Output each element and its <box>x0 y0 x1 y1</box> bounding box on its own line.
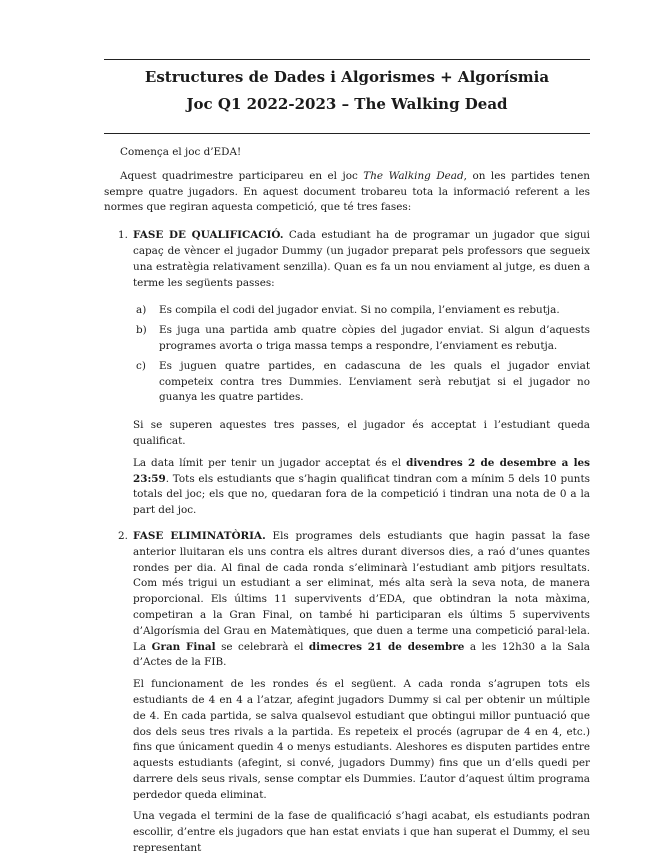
phase1-step-text: Es juga una partida amb quatre còpies del jugador enviat. Si algun d’aquests programes avorta o triga massa temps a respondre, l’enviament es rebutja. <box>159 324 590 352</box>
document-body <box>104 145 590 857</box>
deadline-text-a: La data límit per tenir un jugador acceptat és el <box>133 456 407 469</box>
intro-text-b: , on les partides tenen sempre quatre jugadors. En aquest document trobareu tota la informació referent a les normes que regiran aquesta competició, que té tres fases: <box>104 169 590 214</box>
phase2-text-a: Els programes dels estudiants que hagin passat la fase anterior lluitaran els uns contra els altres durant diversos dies, a raó d’unes quantes rondes per dia. Al final de cada ronda s’eliminarà l’estudiant amb pitjors resultats. Com més trigui un estudiant a ser eliminat, més alta serà la seva nota, de manera proporcional. Els últims 11 supervivents d’EDA, que obtindran la nota màxima, competiran a la Gran Final, on també hi participaran els últims 5 supervivents d’Algorísmia del Grau en Matemàtiques, que duen a terme una competició paral·lela. La <box>133 529 590 653</box>
document-title: Estructures de Dades i Algorismes + Algorísmia <box>144 68 550 86</box>
phase1-step <box>133 323 590 355</box>
phase1-step-label: b) <box>136 324 147 337</box>
phase2-item <box>104 529 590 857</box>
phase1-step-label: c) <box>136 359 146 372</box>
representative-paragraph: Una vegada el termini de la fase de qualificació s’hagi acabat, els estudiants podran escollir, d’entre els jugadors que han estat enviats i que han superat el Dummy, el seu representant <box>133 810 590 855</box>
phase2-number: 2. <box>118 529 128 542</box>
phase1-deadline <box>133 456 590 519</box>
rounds-paragraph: El funcionament de les rondes és el següent. A cada ronda s’agrupen tots els estudiants de 4 en 4 a l’atzar, afegint jugadors Dummy si cal per obtenir un múltiple de 4. En cada partida, se salva qualsevol estudiant que obtingui millor puntuació que dos dels seus tres rivals a la partida. Es repeteix el procés (agrupar de 4 en 4, etc.) fins que únicament quedin 4 o menys estudiants. Aleshores es disputen partides entre aquests estudiants (afegint, si convé, jugadors Dummy) fins que un d’ells quedi per darrere dels seus rivals, sense comptar els Dummies. L’autor d’aquest últim programa perdedor queda eliminat. <box>133 678 590 801</box>
phase1-step-text: Es juguen quatre partides, en cadascuna de les quals el jugador enviat competeix contra tres Dummies. L’enviament serà rebutjat si el jugador no guanya les quatre partides. <box>159 359 590 404</box>
document-subtitle: Joc Q1 2022-2023 – The Walking Dead <box>186 95 508 113</box>
phase2-heading: FASE ELIMINATÒRIA. <box>133 529 266 542</box>
phase1-after-steps: Si se superen aquestes tres passes, el jugador és acceptat i l’estudiant queda qualificat. <box>133 419 590 447</box>
phase1-step <box>133 303 590 319</box>
greeting: Comença el joc d’EDA! <box>120 146 242 158</box>
phase1-step <box>133 359 590 406</box>
phase2-text-c: a les 12h30 a la Sala d’Actes de la FIB. <box>133 640 590 669</box>
final-date: dimecres 21 de desembre <box>308 640 465 653</box>
phase1-paragraph <box>133 228 590 291</box>
intro-text-a: Aquest quadrimestre participareu en el joc <box>120 169 364 182</box>
phase2-paragraph <box>133 529 590 671</box>
top-rule <box>104 59 590 60</box>
phase1-text: Cada estudiant ha de programar un jugador que sigui capaç de vèncer el jugador Dummy (un jugador preparat pels professors que segueix una estratègia relativament senzilla). Quan es fa un nou enviament al jutge, es duen a terme les següents passes: <box>133 229 590 289</box>
deadline-text-b: . Tots els estudiants que s’hagin qualificat tindran com a mínim 5 dels 10 punts totals del joc; els que no, quedaran fora de la competició i tindran una nota de 0 a la part del joc. <box>133 472 590 517</box>
intro-paragraph <box>104 169 590 216</box>
game-name: The Walking Dead <box>363 169 464 182</box>
phase1-item <box>104 228 590 519</box>
phase1-step-text: Es compila el codi del jugador enviat. Si no compila, l’enviament es rebutja. <box>159 304 560 317</box>
gran-final-label: Gran Final <box>151 640 216 653</box>
phase1-heading: FASE DE QUALIFICACIÓ. <box>133 229 284 242</box>
deadline-date: divendres 2 de desembre a les 23:59 <box>133 456 590 485</box>
phase1-step-label: a) <box>136 304 147 317</box>
phase1-number: 1. <box>118 229 128 242</box>
phase2-text-b: se celebrarà el <box>215 640 309 653</box>
bottom-rule <box>104 133 590 134</box>
